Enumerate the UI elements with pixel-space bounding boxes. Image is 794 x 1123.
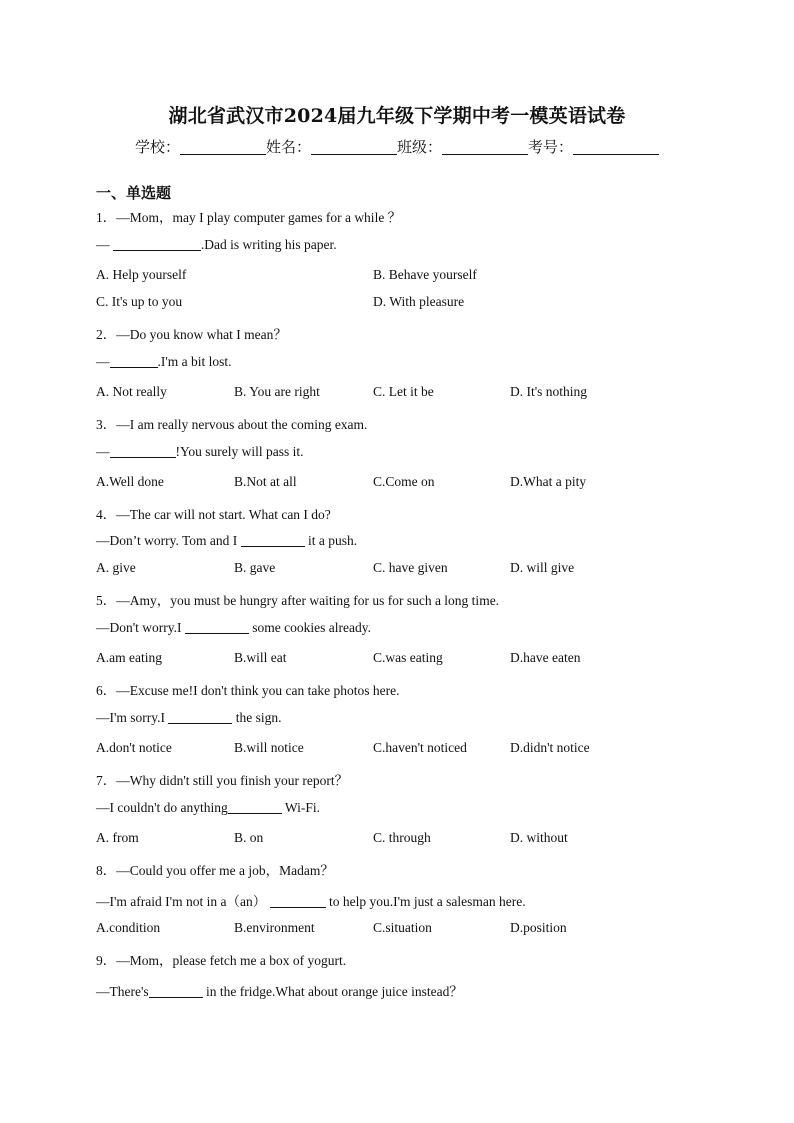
answer-7 [96, 800, 320, 816]
option-2c[interactable]: C. Let it be [373, 384, 434, 399]
question-5: 5．—Amy，you must be hungry after waiting for us for such a long time. [96, 593, 500, 608]
option-1a[interactable]: A. Help yourself [96, 267, 187, 282]
answer-3-blank[interactable] [110, 445, 176, 458]
option-1b[interactable]: B. Behave yourself [373, 267, 477, 282]
option-6b[interactable]: B.will notice [234, 740, 304, 755]
answer-9-blank[interactable] [149, 985, 203, 998]
answer-2-blank[interactable] [110, 355, 158, 368]
option-4c[interactable]: C. have given [373, 560, 448, 575]
option-4b[interactable]: B. gave [234, 560, 276, 575]
answer-8-post: to help you.I'm just a salesman here. [325, 894, 526, 909]
answer-8-blank[interactable] [270, 895, 326, 908]
school-blank[interactable] [180, 140, 266, 155]
answer-1-post: .Dad is writing his paper. [200, 237, 337, 252]
answer-6-pre: —I'm sorry.I [96, 710, 169, 725]
option-8d[interactable]: D.position [510, 920, 567, 935]
answer-4-pre: —Don’t worry. Tom and I [96, 533, 241, 548]
student-info-line [0, 136, 794, 157]
page-title: 湖北省武汉市2024届九年级下学期中考一模英语试卷 [168, 105, 626, 127]
question-7: 7．—Why didn't still you finish your report？ [96, 773, 349, 788]
question-8: 8．—Could you offer me a job，Madam？ [96, 863, 334, 878]
answer-4 [96, 533, 357, 549]
answer-9-pre: —There's [96, 984, 149, 999]
answer-7-blank[interactable] [228, 801, 282, 814]
option-5c[interactable]: C.was eating [373, 650, 443, 665]
option-6d[interactable]: D.didn't notice [510, 740, 590, 755]
class-blank[interactable] [442, 140, 528, 155]
option-8a[interactable]: A.condition [96, 920, 161, 935]
option-2d[interactable]: D. It's nothing [510, 384, 588, 399]
answer-5-pre: —Don't worry.I [96, 620, 185, 635]
name-label: 姓名： [265, 138, 311, 156]
answer-4-blank[interactable] [241, 534, 305, 547]
answer-7-post: Wi-Fi. [281, 800, 321, 815]
answer-1-blank[interactable] [113, 238, 201, 251]
question-2: 2．—Do you know what I mean？ [96, 327, 287, 342]
option-7b[interactable]: B. on [234, 830, 264, 845]
answer-6-post: the sign. [232, 710, 282, 725]
option-7a[interactable]: A. from [96, 830, 139, 845]
option-4a[interactable]: A. give [96, 560, 136, 575]
option-6c[interactable]: C.haven't noticed [373, 740, 467, 755]
answer-1 [96, 237, 337, 253]
option-1c[interactable]: C. It's up to you [96, 294, 183, 309]
section-heading: 一、单选题 [96, 184, 172, 202]
option-5d[interactable]: D.have eaten [510, 650, 581, 665]
option-2a[interactable]: A. Not really [96, 384, 167, 399]
option-8b[interactable]: B.environment [234, 920, 315, 935]
number-blank[interactable] [573, 140, 659, 155]
question-9: 9．—Mom，please fetch me a box of yogurt. [96, 953, 347, 968]
option-6a[interactable]: A.don't notice [96, 740, 172, 755]
answer-5-post: some cookies already. [248, 620, 372, 635]
option-3c[interactable]: C.Come on [373, 474, 435, 489]
school-label: 学校： [134, 138, 180, 156]
question-3: 3．—I am really nervous about the coming exam. [96, 417, 368, 432]
option-3a[interactable]: A.Well done [96, 474, 164, 489]
answer-8 [96, 890, 526, 910]
option-5b[interactable]: B.will eat [234, 650, 287, 665]
answer-2-pre: — [96, 354, 110, 369]
question-6: 6．—Excuse me!I don't think you can take photos here. [96, 683, 400, 698]
question-4: 4．—The car will not start. What can I do? [96, 507, 331, 522]
class-label: 班级： [397, 138, 443, 156]
answer-1-pre: — [96, 237, 113, 252]
answer-6-blank[interactable] [168, 711, 232, 724]
name-blank[interactable] [311, 140, 397, 155]
answer-7-pre: —I couldn't do anything [96, 800, 228, 815]
number-label: 考号： [528, 138, 574, 156]
option-2b[interactable]: B. You are right [234, 384, 320, 399]
option-7c[interactable]: C. through [373, 830, 431, 845]
option-4d[interactable]: D. will give [510, 560, 575, 575]
answer-6 [96, 710, 282, 726]
answer-9 [96, 980, 463, 1000]
answer-3-post: !You surely will pass it. [175, 444, 304, 459]
answer-4-post: it a push. [304, 533, 358, 548]
answer-5 [96, 620, 371, 636]
answer-5-blank[interactable] [185, 621, 249, 634]
option-3b[interactable]: B.Not at all [234, 474, 297, 489]
answer-2-post: .I'm a bit lost. [157, 354, 232, 369]
answer-3 [96, 444, 304, 460]
option-1d[interactable]: D. With pleasure [373, 294, 465, 309]
question-1: 1．—Mom，may I play computer games for a while ？ [96, 210, 402, 225]
option-7d[interactable]: D. without [510, 830, 568, 845]
option-5a[interactable]: A.am eating [96, 650, 162, 665]
option-8c[interactable]: C.situation [373, 920, 432, 935]
answer-8-pre: —I'm afraid I'm not in a（an） [96, 894, 270, 909]
answer-9-post: in the fridge.What about orange juice instead？ [202, 984, 463, 999]
answer-2 [96, 354, 232, 370]
option-3d[interactable]: D.What a pity [510, 474, 587, 489]
answer-3-pre: — [96, 444, 110, 459]
